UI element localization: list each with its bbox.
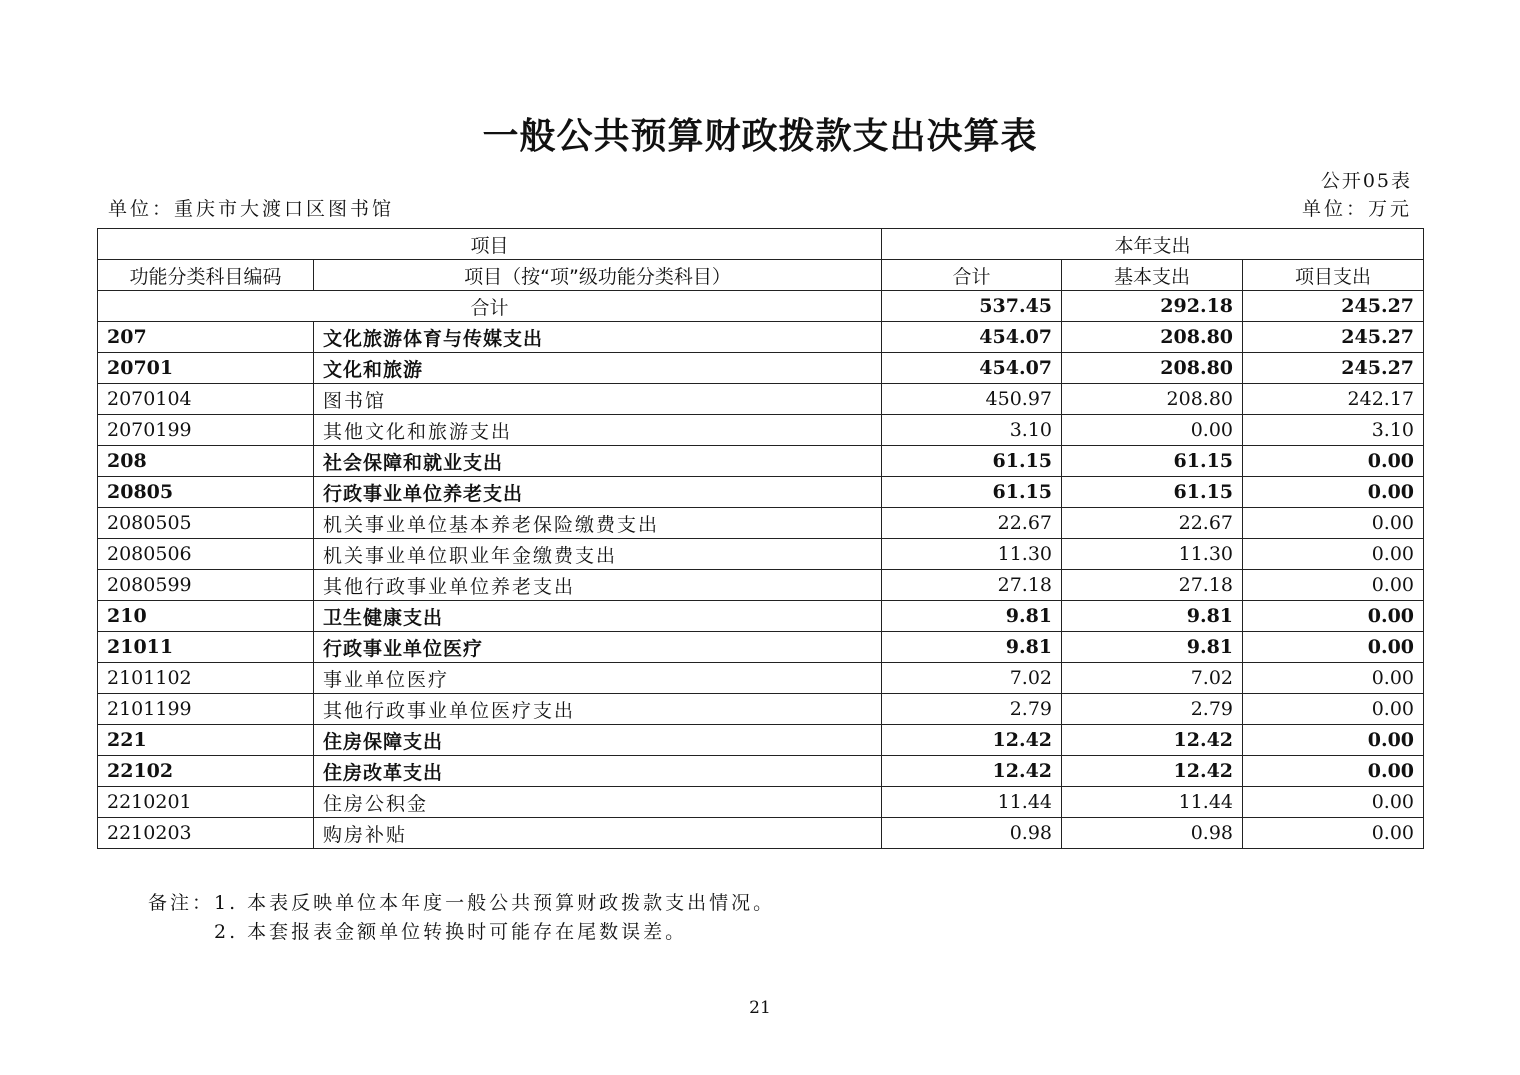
cell-name: 其他文化和旅游支出 (314, 415, 882, 446)
cell-name: 住房公积金 (314, 787, 882, 818)
table-row (98, 415, 1424, 446)
cell-basic: 22.67 (1062, 508, 1243, 539)
cell-project: 0.00 (1243, 725, 1424, 756)
budget-table (97, 228, 1424, 849)
cell-name: 行政事业单位养老支出 (314, 477, 882, 508)
header-code: 功能分类科目编码 (98, 260, 314, 291)
cell-total: 7.02 (882, 663, 1062, 694)
cell-total: 61.15 (882, 446, 1062, 477)
cell-project: 245.27 (1243, 322, 1424, 353)
cell-project: 0.00 (1243, 818, 1424, 849)
cell-basic: 2.79 (1062, 694, 1243, 725)
table-row (98, 353, 1424, 384)
cell-code: 210 (98, 601, 314, 632)
notes-label: 备注： (148, 892, 215, 914)
table-row (98, 539, 1424, 570)
cell-total: 61.15 (882, 477, 1062, 508)
cell-project: 0.00 (1243, 539, 1424, 570)
cell-total: 12.42 (882, 756, 1062, 787)
table-row (98, 756, 1424, 787)
cell-name: 其他行政事业单位养老支出 (314, 570, 882, 601)
cell-basic: 208.80 (1062, 384, 1243, 415)
cell-name: 机关事业单位基本养老保险缴费支出 (314, 508, 882, 539)
cell-name: 卫生健康支出 (314, 601, 882, 632)
cell-code: 2080599 (98, 570, 314, 601)
cell-code: 2101102 (98, 663, 314, 694)
cell-project: 0.00 (1243, 508, 1424, 539)
cell-name: 购房补贴 (314, 818, 882, 849)
cell-basic: 27.18 (1062, 570, 1243, 601)
cell-basic: 9.81 (1062, 601, 1243, 632)
cell-project: 0.00 (1243, 477, 1424, 508)
cell-basic: 208.80 (1062, 353, 1243, 384)
form-number: 公开05表 (1320, 170, 1412, 192)
cell-name: 文化旅游体育与传媒支出 (314, 322, 882, 353)
cell-code: 21011 (98, 632, 314, 663)
cell-basic: 61.15 (1062, 446, 1243, 477)
cell-basic: 0.00 (1062, 415, 1243, 446)
cell-total: 0.98 (882, 818, 1062, 849)
cell-basic: 0.98 (1062, 818, 1243, 849)
cell-project: 0.00 (1243, 663, 1424, 694)
cell-code: 2210201 (98, 787, 314, 818)
cell-total: 12.42 (882, 725, 1062, 756)
cell-name: 住房保障支出 (314, 725, 882, 756)
cell-code: 2080506 (98, 539, 314, 570)
cell-total: 454.07 (882, 353, 1062, 384)
table-row (98, 384, 1424, 415)
cell-code: 2080505 (98, 508, 314, 539)
cell-project: 0.00 (1243, 601, 1424, 632)
header-item-detail: 项目（按“项”级功能分类科目） (314, 260, 882, 291)
cell-project: 0.00 (1243, 570, 1424, 601)
cell-project: 0.00 (1243, 756, 1424, 787)
cell-total: 11.30 (882, 539, 1062, 570)
table-row (98, 663, 1424, 694)
currency-unit: 单位：万元 (1301, 198, 1412, 220)
header-total: 合计 (882, 260, 1062, 291)
cell-code: 208 (98, 446, 314, 477)
table-row (98, 632, 1424, 663)
cell-project: 0.00 (1243, 446, 1424, 477)
table-row (98, 787, 1424, 818)
cell-basic: 208.80 (1062, 322, 1243, 353)
cell-total: 450.97 (882, 384, 1062, 415)
table-row (98, 446, 1424, 477)
header-item: 项目 (98, 229, 882, 260)
header-row-2 (98, 260, 1424, 291)
table-row (98, 508, 1424, 539)
cell-name: 事业单位医疗 (314, 663, 882, 694)
header-current-year: 本年支出 (882, 229, 1424, 260)
cell-name: 图书馆 (314, 384, 882, 415)
cell-total: 27.18 (882, 570, 1062, 601)
cell-project: 0.00 (1243, 632, 1424, 663)
table-row (98, 570, 1424, 601)
cell-code: 2070104 (98, 384, 314, 415)
cell-code: 2210203 (98, 818, 314, 849)
table-row (98, 694, 1424, 725)
cell-total: 9.81 (882, 601, 1062, 632)
table-row (98, 322, 1424, 353)
cell-total: 9.81 (882, 632, 1062, 663)
header-project: 项目支出 (1243, 260, 1424, 291)
cell-basic: 12.42 (1062, 725, 1243, 756)
total-sum: 537.45 (882, 291, 1062, 322)
total-basic: 292.18 (1062, 291, 1243, 322)
cell-project: 3.10 (1243, 415, 1424, 446)
cell-code: 207 (98, 322, 314, 353)
page-number: 21 (749, 998, 771, 1018)
cell-name: 文化和旅游 (314, 353, 882, 384)
table-row (98, 601, 1424, 632)
cell-total: 11.44 (882, 787, 1062, 818)
cell-name: 行政事业单位医疗 (314, 632, 882, 663)
cell-code: 20701 (98, 353, 314, 384)
table-body (98, 291, 1424, 849)
total-project: 245.27 (1243, 291, 1424, 322)
table-row (98, 725, 1424, 756)
cell-total: 454.07 (882, 322, 1062, 353)
cell-name: 住房改革支出 (314, 756, 882, 787)
cell-name: 机关事业单位职业年金缴费支出 (314, 539, 882, 570)
cell-project: 0.00 (1243, 787, 1424, 818)
total-label: 合计 (98, 291, 882, 322)
cell-code: 22102 (98, 756, 314, 787)
page-title: 一般公共预算财政拨款支出决算表 (482, 116, 1038, 157)
note-2: 2. 本套报表金额单位转换时可能存在尾数误差。 (214, 921, 688, 943)
header-row-1 (98, 229, 1424, 260)
table-row (98, 477, 1424, 508)
cell-basic: 11.30 (1062, 539, 1243, 570)
cell-total: 22.67 (882, 508, 1062, 539)
cell-project: 242.17 (1243, 384, 1424, 415)
cell-basic: 7.02 (1062, 663, 1243, 694)
cell-basic: 61.15 (1062, 477, 1243, 508)
total-row (98, 291, 1424, 322)
cell-total: 3.10 (882, 415, 1062, 446)
cell-code: 221 (98, 725, 314, 756)
cell-total: 2.79 (882, 694, 1062, 725)
cell-code: 20805 (98, 477, 314, 508)
table-row (98, 818, 1424, 849)
cell-project: 0.00 (1243, 694, 1424, 725)
cell-project: 245.27 (1243, 353, 1424, 384)
cell-name: 其他行政事业单位医疗支出 (314, 694, 882, 725)
cell-basic: 12.42 (1062, 756, 1243, 787)
cell-basic: 11.44 (1062, 787, 1243, 818)
cell-name: 社会保障和就业支出 (314, 446, 882, 477)
cell-code: 2070199 (98, 415, 314, 446)
reporting-unit: 单位：重庆市大渡口区图书馆 (108, 198, 395, 220)
cell-basic: 9.81 (1062, 632, 1243, 663)
cell-code: 2101199 (98, 694, 314, 725)
note-1: 1. 本表反映单位本年度一般公共预算财政拨款支出情况。 (214, 892, 776, 914)
header-basic: 基本支出 (1062, 260, 1243, 291)
